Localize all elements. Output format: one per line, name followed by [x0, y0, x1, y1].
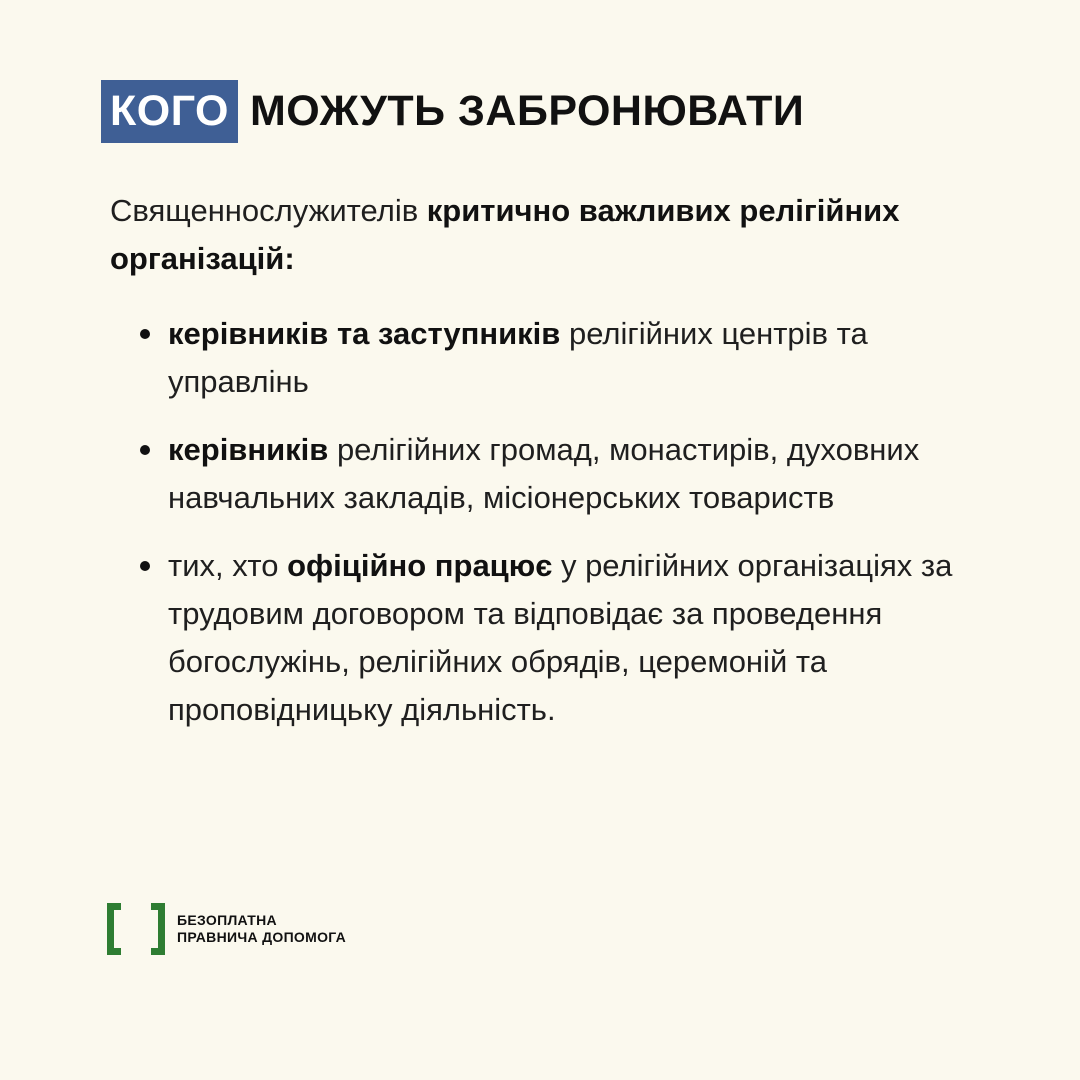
bullet-bold-text: керівників та заступників	[168, 316, 561, 351]
bullet-list	[168, 310, 988, 734]
bullet-dot-icon	[140, 561, 150, 571]
bullet-lead-text: тих, хто	[168, 548, 288, 583]
logo-text	[177, 912, 346, 946]
logo-line-1: БЕЗОПЛАТНА	[177, 912, 277, 928]
headline	[101, 80, 804, 143]
logo	[107, 903, 346, 955]
intro-plain-text: Священнослужителів	[110, 193, 427, 228]
headline-highlight: КОГО	[101, 80, 238, 143]
bullet-bold-text: офіційно працює	[287, 548, 553, 583]
bullet-tail-text: релігійних центрів та управлінь	[168, 316, 868, 399]
logo-line-2: ПРАВНИЧА ДОПОМОГА	[177, 929, 347, 945]
bullet-dot-icon	[140, 329, 150, 339]
bullet-tail-text: релігійних громад, монастирів, духовних навчальних закладів, місіонерських товариств	[168, 432, 920, 515]
bullet-item	[168, 310, 988, 406]
bullet-item	[168, 542, 988, 734]
bullet-tail-text: у релігійних організаціях за трудовим договором та відповідає за проведення богослужінь, релігійних обрядів, церемоній та проповідницьку діяльність.	[168, 548, 953, 727]
intro-bold-text: критично важливих релігійних організацій:	[110, 193, 900, 276]
headline-text: МОЖУТЬ ЗАБРОНЮВАТИ	[249, 87, 805, 135]
right-bracket-icon	[151, 903, 165, 955]
intro-paragraph	[110, 187, 930, 283]
bracket-logo-icon	[107, 903, 165, 955]
bullet-item	[168, 426, 988, 522]
bullet-bold-text: керівників	[168, 432, 329, 467]
bullet-dot-icon	[140, 445, 150, 455]
left-bracket-icon	[107, 903, 121, 955]
